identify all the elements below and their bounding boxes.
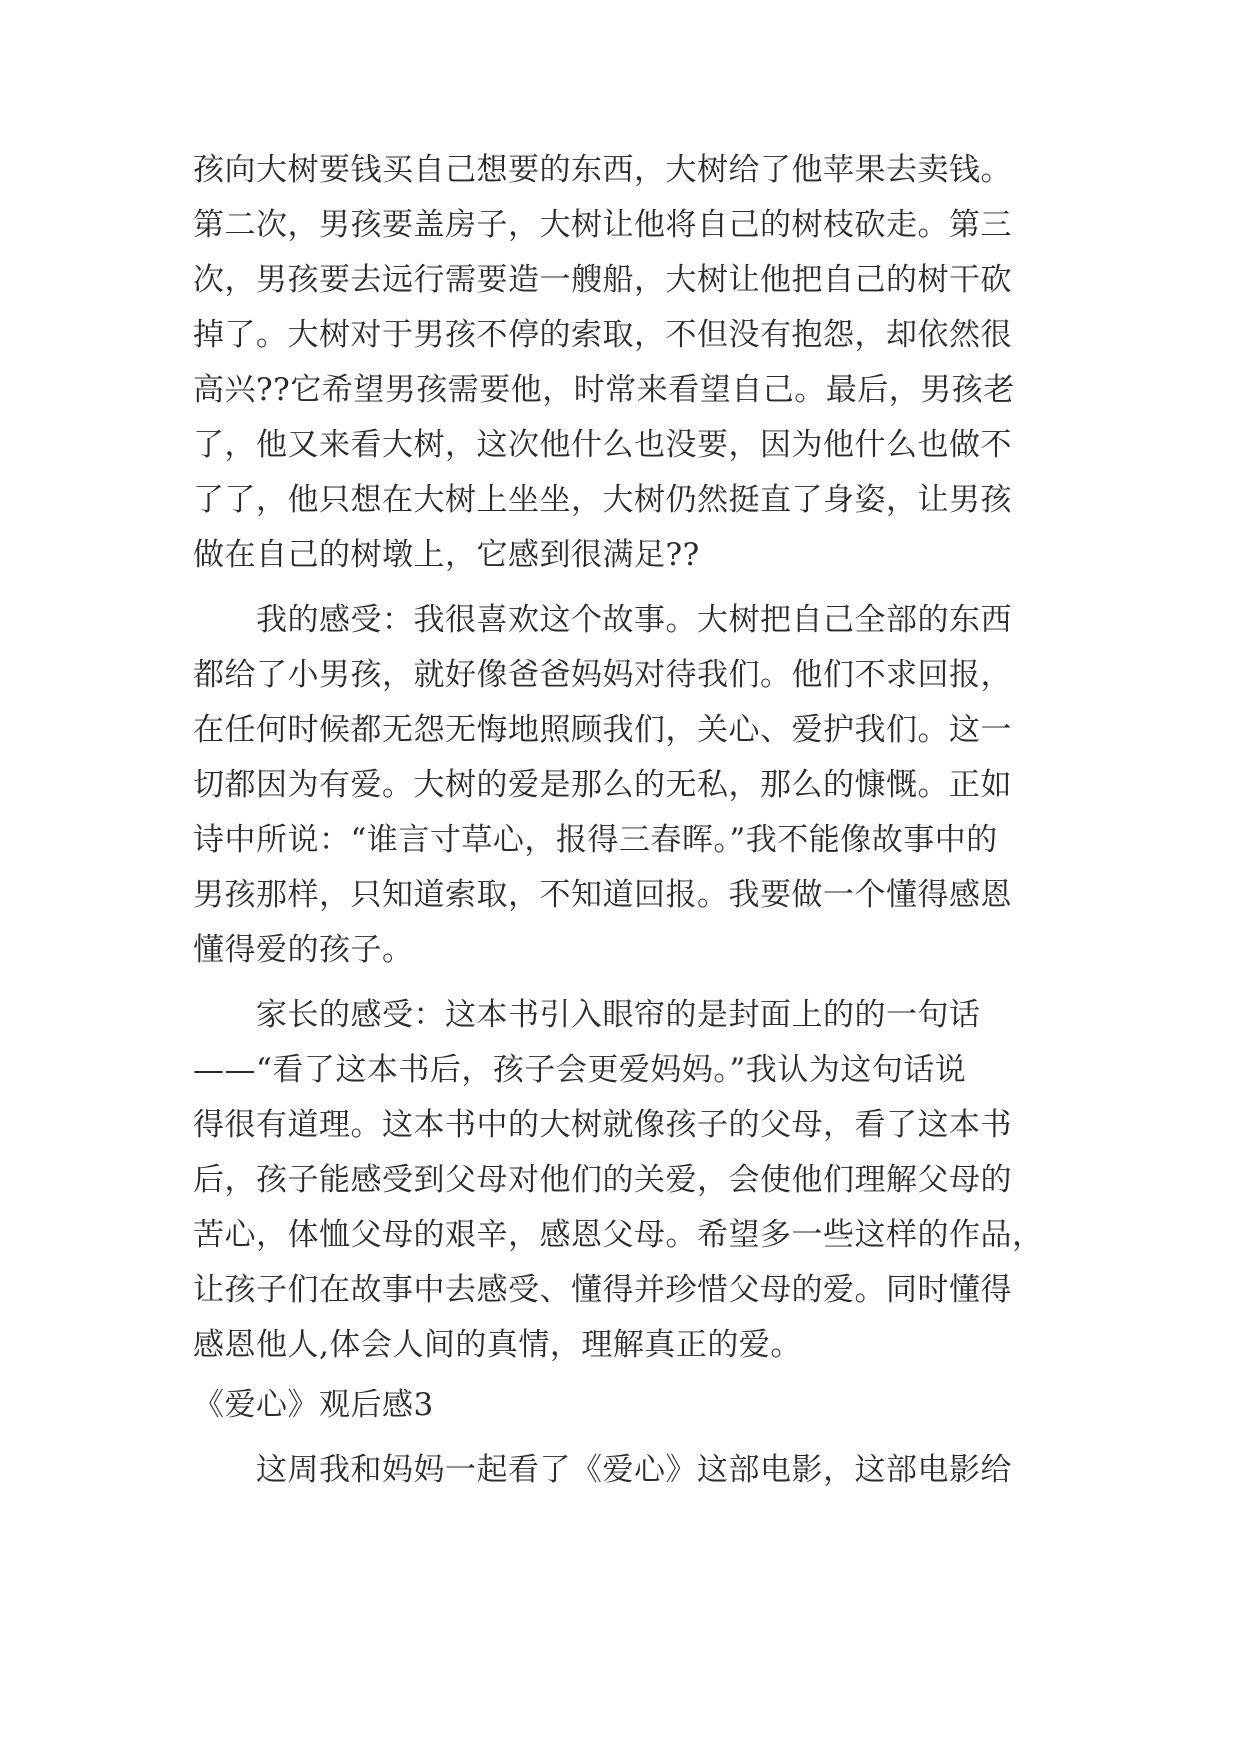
text-line-6: 了，他又来看大树，这次他什么也没要，因为他什么也做不 [193,427,1012,463]
text-line-11: 在任何时候都无怨无悔地照顾我们，关心、爱护我们。这一 [193,712,1012,748]
text-line-19: 后，孩子能感受到父母对他们的关爱，会使他们理解父母的 [193,1162,1012,1198]
text-line-3: 次，男孩要去远行需要造一艘船，大树让他把自己的树干砍 [193,262,1012,298]
text-line-15: 懂得爱的孩子。 [193,932,414,968]
paragraph-parent-feeling-start: 家长的感受：这本书引入眼帘的是封面上的的一句话 [256,997,981,1033]
text-line-2: 第二次，男孩要盖房子，大树让他将自己的树枝砍走。第三 [193,207,1012,243]
text-line-22: 感恩他人,体会人间的真情，理解真正的爱。 [193,1327,802,1363]
text-line-10: 都给了小男孩，就好像爸爸妈妈对待我们。他们不求回报， [193,657,1012,693]
paragraph-my-feeling-start: 我的感受：我很喜欢这个故事。大树把自己全部的东西 [256,602,1012,638]
text-line-13: 诗中所说：“谁言寸草心，报得三春晖。”我不能像故事中的 [193,822,998,858]
section-title: 《爱心》观后感3 [193,1387,434,1423]
text-line-1: 孩向大树要钱买自己想要的东西，大树给了他苹果去卖钱。 [193,152,1012,188]
text-line-17: ——“看了这本书后，孩子会更爱妈妈。”我认为这句话说 [193,1052,967,1088]
text-line-5: 高兴??它希望男孩需要他，时常来看望自己。最后，男孩老 [193,372,1015,408]
text-line-8: 做在自己的树墩上，它感到很满足?? [193,537,700,573]
text-line-4: 掉了。大树对于男孩不停的索取，不但没有抱怨，却依然很 [193,317,1012,353]
text-line-14: 男孩那样，只知道索取，不知道回报。我要做一个懂得感恩 [193,877,1012,913]
text-line-20: 苦心，体恤父母的艰辛，感恩父母。希望多一些这样的作品， [193,1217,1044,1253]
paragraph-movie-start: 这周我和妈妈一起看了《爱心》这部电影，这部电影给 [256,1452,1012,1488]
text-line-7: 了了，他只想在大树上坐坐，大树仍然挺直了身姿，让男孩 [193,482,1012,518]
text-line-12: 切都因为有爱。大树的爱是那么的无私，那么的慷慨。正如 [193,767,1012,803]
text-line-18: 得很有道理。这本书中的大树就像孩子的父母，看了这本书 [193,1107,1012,1143]
text-line-21: 让孩子们在故事中去感受、懂得并珍惜父母的爱。同时懂得 [193,1272,1012,1308]
